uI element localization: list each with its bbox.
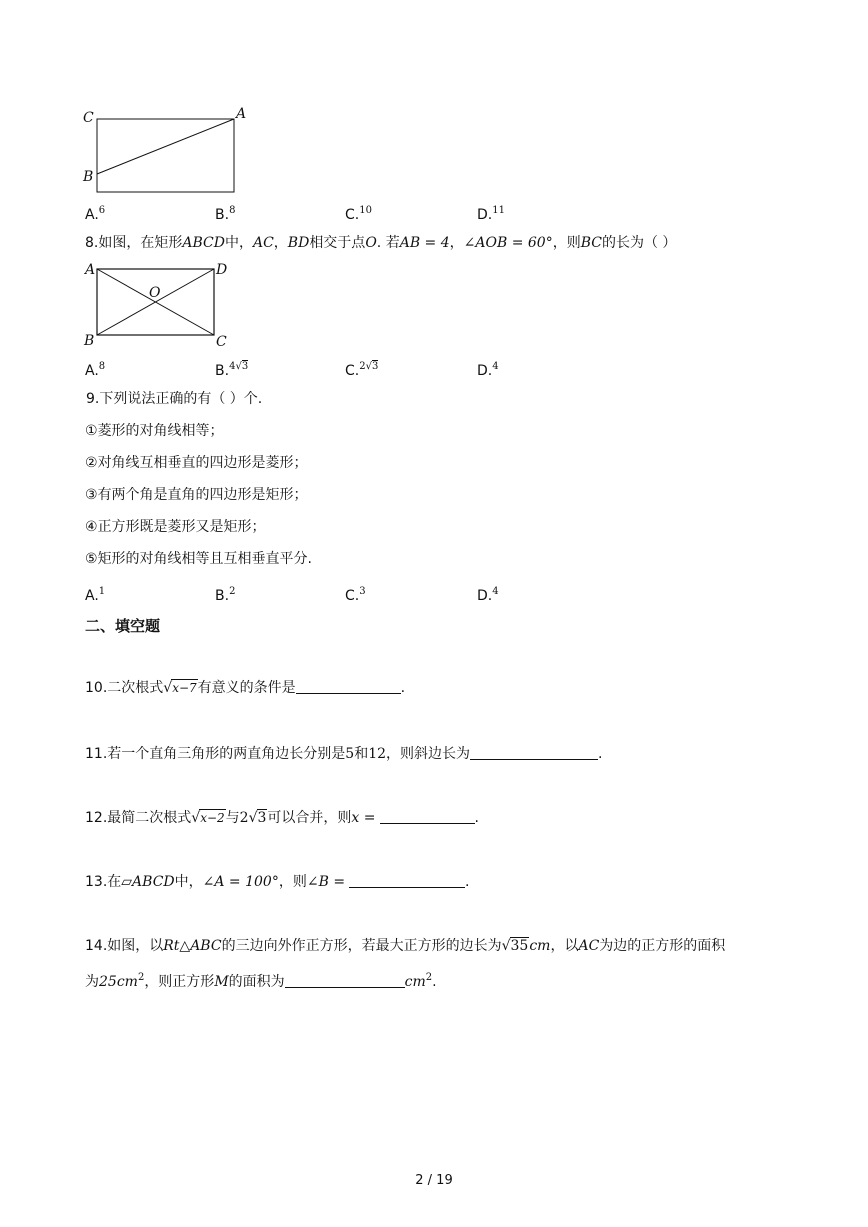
q14-answer-blank[interactable]	[285, 973, 405, 988]
fig8-label-a: A	[85, 262, 96, 278]
q8-option-b[interactable]: B.$^{4√3}$	[215, 361, 249, 379]
section-heading-fill-in: 二、填空题	[85, 617, 161, 635]
q9-option-d[interactable]: D.$^4$	[477, 586, 499, 604]
figure-q8-rectangle	[78, 256, 248, 352]
q14-line-2: 为$25cm^2$，则正方形M的面积为 $cm^2$.	[85, 972, 437, 990]
fig8-label-c: C	[216, 334, 227, 350]
q11-answer-blank[interactable]	[470, 745, 598, 760]
q9-item-4: ④正方形既是菱形又是矩形；	[85, 519, 266, 535]
fig7-label-a: A	[236, 106, 247, 122]
q7-option-a[interactable]: A.$^6$	[85, 205, 106, 223]
q8-options	[85, 357, 605, 377]
q9-option-b[interactable]: B.$^2$	[215, 586, 236, 604]
q12: 12.最简二次根式√x−2与2√3可以合并，则x = .	[85, 810, 479, 826]
q9-item-1: ①菱形的对角线相等；	[85, 423, 224, 439]
fig8-label-o: O	[149, 285, 161, 301]
fig7-label-c: C	[83, 110, 94, 126]
q8-stem: 8.如图，在矩形ABCD中，AC，BD相交于点O. 若AB = 4，∠AOB = 60°，则BC的长为（ ）	[85, 235, 677, 251]
q9-item-3: ③有两个角是直角的四边形是矩形；	[85, 487, 308, 503]
q13: 13.在▱ABCD中，∠A = 100°，则∠B = .	[85, 874, 470, 890]
fig7-label-b: B	[83, 169, 94, 185]
q9-options	[85, 582, 605, 602]
q12-answer-blank[interactable]	[380, 809, 475, 824]
fig8-label-d: D	[216, 262, 228, 278]
q13-answer-blank[interactable]	[349, 873, 465, 888]
q7-option-d[interactable]: D.$^{11}$	[477, 205, 505, 223]
q10: 10.二次根式√x−7有意义的条件是 .	[85, 680, 406, 696]
page-number: 2 / 19	[415, 1173, 453, 1188]
q11: 11.若一个直角三角形的两直角边长分别是5和12，则斜边长为 .	[85, 746, 603, 762]
q8-option-d[interactable]: D.$^4$	[477, 361, 499, 379]
q9-stem: 9.下列说法正确的有（ ）个.	[86, 391, 263, 407]
q7-options	[85, 201, 605, 221]
fig8-label-b: B	[84, 333, 95, 349]
q9-item-5: ⑤矩形的对角线相等且互相垂直平分.	[85, 551, 313, 567]
q10-answer-blank[interactable]	[296, 679, 401, 694]
q8-option-c[interactable]: C.$^{2√3}$	[345, 361, 379, 379]
q9-option-a[interactable]: A.$^1$	[85, 586, 106, 604]
q9-option-c[interactable]: C.$^3$	[345, 586, 366, 604]
q14-line-1: 14.如图，以Rt△ABC的三边向外作正方形，若最大正方形的边长为√35cm，以AC为边的正方形的面积	[85, 938, 726, 954]
q8-option-a[interactable]: A.$^8$	[85, 361, 106, 379]
q7-option-c[interactable]: C.$^{10}$	[345, 205, 372, 223]
q7-option-b[interactable]: B.$^8$	[215, 205, 236, 223]
figure-q7-rectangle	[78, 100, 258, 200]
q9-item-2: ②对角线互相垂直的四边形是菱形；	[85, 455, 308, 471]
